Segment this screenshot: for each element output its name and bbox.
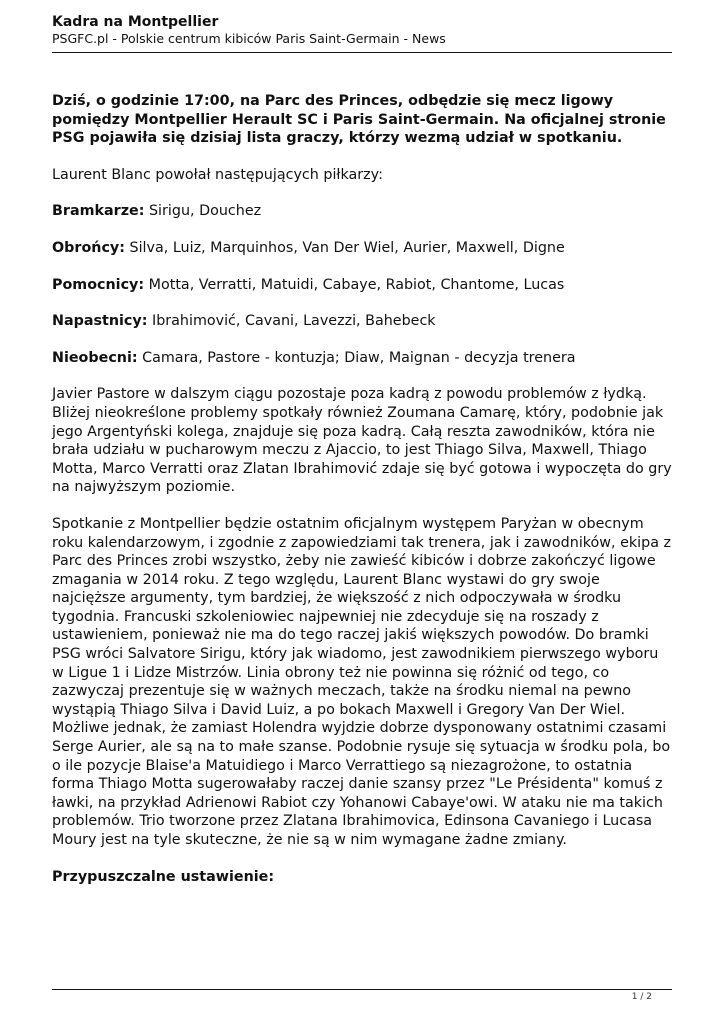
squad-players: Sirigu, Douchez bbox=[144, 203, 262, 220]
squad-label: Obrońcy: bbox=[52, 239, 125, 256]
squad-goalkeepers bbox=[52, 202, 672, 221]
article-paragraph-1: Javier Pastore w dalszym ciągu pozostaje poza kadrą z powodu problemów z łydką. Bliżej nieokreślone problemy spotkały również Zoumana Camarę, który, podobnie jak jego Argentyński kolega, znajduje się poza kadrą. Całą reszta zawodników, która nie brała udziału w pucharowym meczu z Ajaccio, to jest Thiago Silva, Maxwell, Thiago Motta, Marco Verratti oraz Zlatan Ibrahimović zdaje się być gotowa i wypoczęta do gry na najwyższym poziomie. bbox=[52, 386, 672, 496]
squad-players: Motta, Verratti, Matuidi, Cabaye, Rabiot, Chantome, Lucas bbox=[144, 276, 565, 293]
squad-defenders bbox=[52, 239, 672, 258]
squad-label: Bramkarze: bbox=[52, 203, 145, 220]
squad-players: Camara, Pastore - kontuzja; Diaw, Maignan - decyzja trenera bbox=[137, 349, 576, 366]
article-body bbox=[52, 92, 672, 886]
page-number: 1 / 2 bbox=[631, 992, 652, 1002]
squad-midfielders bbox=[52, 276, 672, 295]
header-divider bbox=[52, 52, 672, 53]
section-heading: Przypuszczalne ustawienie: bbox=[52, 868, 275, 885]
article-lead: Dziś, o godzinie 17:00, na Parc des Princes, odbędzie się mecz ligowy pomiędzy Montpellier Herault SC i Paris Saint-Germain. Na oficjalnej stronie PSG pojawiła się dzisiaj lista graczy, którzy wezmą udział w spotkaniu. bbox=[52, 93, 666, 147]
squad-label: Nieobecni: bbox=[52, 349, 138, 366]
squad-label: Napastnicy: bbox=[52, 313, 148, 330]
document-title: Kadra na Montpellier bbox=[52, 14, 219, 30]
squad-label: Pomocnicy: bbox=[52, 276, 145, 293]
document-header bbox=[52, 14, 672, 47]
squad-players: Silva, Luiz, Marquinhos, Van Der Wiel, Aurier, Maxwell, Digne bbox=[124, 239, 565, 256]
squad-forwards bbox=[52, 312, 672, 331]
article-intro: Laurent Blanc powołał następujących piłkarzy: bbox=[52, 166, 383, 183]
footer-divider bbox=[52, 989, 672, 990]
squad-absent bbox=[52, 349, 672, 368]
article-paragraph-2: Spotkanie z Montpellier będzie ostatnim oficjalnym występem Paryżan w obecnym roku kalendarzowym, i zgodnie z zapowiedziami tak trenera, jak i zawodników, ekipa z Parc des Princes zrobi wszystko, żeby nie zawieść kibiców i dobrze zakończyć ligowe zmagania w 2014 roku. Z tego względu, Laurent Blanc wystawi do gry swoje najcięższe argumenty, tym bardziej, że większość z nich odpoczywała w środku tygodnia. Francuski szkoleniowiec najpewniej nie zdecyduje się na roszady z ustawieniem, ponieważ nie ma do tego raczej jakiś większych powodów. Do bramki PSG wróci Salvatore Sirigu, który jak wiadomo, jest zawodnikiem pierwszego wyboru w Ligue 1 i Lidze Mistrzów. Linia obrony też nie powinna się różnić od tego, co zazwyczaj prezentuje się w ważnych meczach, także na środku niemal na pewno wystąpią Thiago Silva i David Luiz, a po bokach Maxwell i Gregory Van Der Wiel. Możliwe jednak, że zamiast Holendra wyjdzie dobrze dysponowany ostatnimi czasami Serge Aurier, ale są na to małe szanse. Podobnie rysuje się sytuacja w środku pola, bo o ile pozycje Blaise'a Matuidiego i Marco Verrattiego są niezagrożone, to ostatnia forma Thiago Motta sugerowałaby raczej danie szansy przez "Le Présidenta" komuś z ławki, na przykład Adrienowi Rabiot czy Yohanowi Cabaye'owi. W ataku nie ma takich problemów. Trio tworzone przez Zlatana Ibrahimovica, Edinsona Cavaniego i Lucasa Moury jest na tyle skuteczne, że nie są w nim wymagane żadne zmiany. bbox=[52, 515, 672, 848]
squad-players: Ibrahimović, Cavani, Lavezzi, Bahebeck bbox=[147, 313, 436, 330]
document-subtitle: PSGFC.pl - Polskie centrum kibiców Paris Saint-Germain - News bbox=[52, 31, 446, 46]
